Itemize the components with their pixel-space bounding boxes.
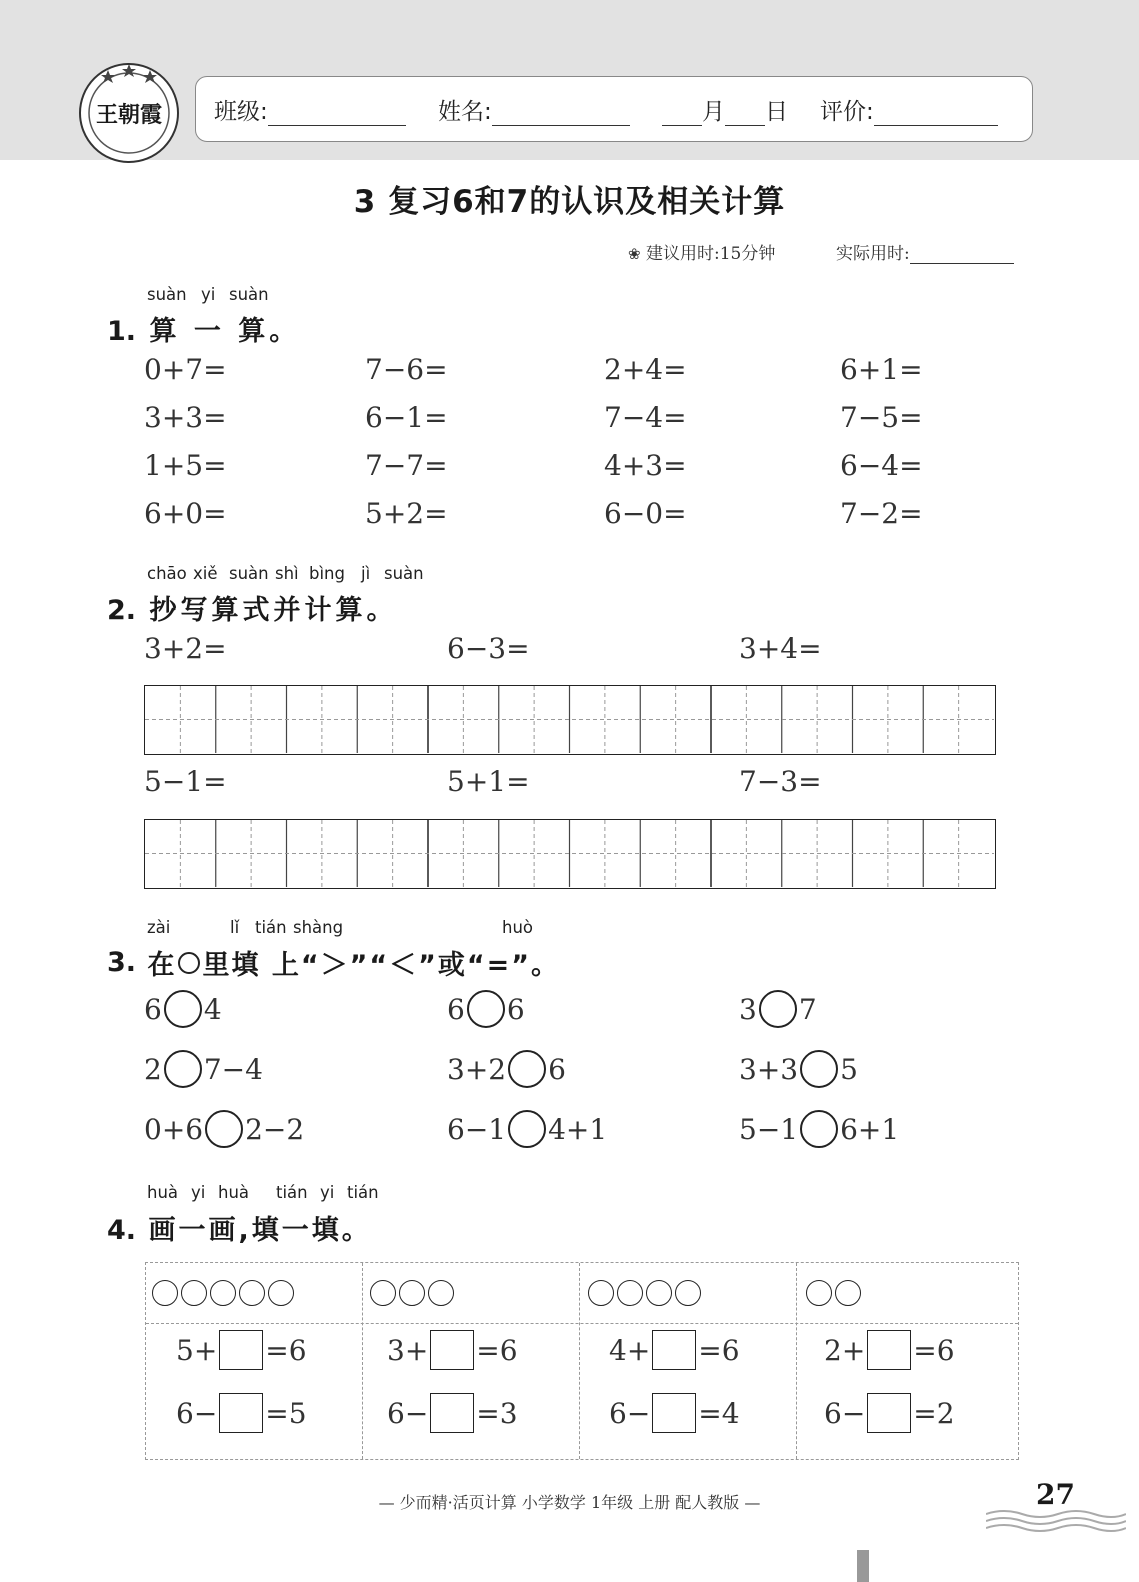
q4-heading: [107, 1208, 372, 1247]
q2-writing-grid-2[interactable]: [144, 819, 996, 889]
answer-box[interactable]: [867, 1393, 911, 1433]
dot-row: [588, 1280, 701, 1306]
q4-equation: [609, 1330, 740, 1370]
name-input-line[interactable]: [492, 99, 630, 126]
q4-equation: [387, 1330, 518, 1370]
q3-compare: [144, 1050, 263, 1088]
q2-expr: 6−3=: [447, 632, 530, 665]
q4-text: 画一画,填一填。: [148, 1215, 372, 1246]
q3-compare: [447, 1050, 566, 1088]
q4-pinyin: yi: [320, 1183, 335, 1202]
q4-eq-left: 6−: [176, 1396, 218, 1430]
dot-row: [152, 1280, 294, 1306]
table-divider: [362, 1263, 363, 1459]
q1-expr: 6−1=: [365, 401, 448, 434]
q4-eq-right: =2: [913, 1396, 955, 1430]
suggested-time: [628, 239, 775, 264]
q2-expr: 5+1=: [447, 765, 530, 798]
q4-equation: [824, 1393, 955, 1433]
q1-expr: 6−0=: [604, 497, 687, 530]
answer-box[interactable]: [867, 1330, 911, 1370]
name-label: 姓名:: [438, 99, 492, 125]
q1-expr: 7−2=: [840, 497, 923, 530]
circle-icon: [428, 1280, 454, 1306]
q3-pinyin: lǐ: [230, 918, 240, 937]
q3-pinyin: shàng: [293, 918, 344, 937]
q4-eq-right: =6: [265, 1333, 307, 1367]
q2-char: 写: [180, 595, 212, 626]
q2-number: 2.: [107, 595, 137, 626]
evaluation-label: 评价:: [820, 99, 874, 125]
q4-eq-right: =6: [476, 1333, 518, 1367]
compare-circle[interactable]: [508, 1050, 546, 1088]
q3-compare: [447, 990, 525, 1028]
circle-icon: [152, 1280, 178, 1306]
circle-icon: [646, 1280, 672, 1306]
compare-circle[interactable]: [800, 1110, 838, 1148]
circle-icon: [835, 1280, 861, 1306]
q3-compare: [144, 1110, 304, 1148]
answer-box[interactable]: [219, 1330, 263, 1370]
q2-expr: 5−1=: [144, 765, 227, 798]
q4-pinyin: tián: [276, 1183, 308, 1202]
q3-compare: [144, 990, 222, 1028]
name-field: [438, 93, 630, 126]
compare-circle[interactable]: [508, 1110, 546, 1148]
q2-pinyin: chāo: [147, 564, 187, 583]
logo-text: 王朝霞: [95, 102, 162, 128]
wave-decoration: [986, 1506, 1126, 1540]
q3-pinyin: zài: [147, 918, 171, 937]
actual-time: [836, 239, 1014, 264]
compare-circle[interactable]: [205, 1110, 243, 1148]
day-input-line[interactable]: [725, 99, 765, 126]
actual-time-label: 实际用时:: [836, 244, 910, 264]
q3-left: 3: [739, 992, 757, 1026]
q2-pinyin: suàn: [384, 564, 424, 583]
q2-char: 式: [242, 595, 274, 626]
q4-eq-right: =4: [698, 1396, 740, 1430]
circle-icon: [178, 952, 200, 974]
q3-number: 3.: [107, 947, 137, 978]
circle-icon: [675, 1280, 701, 1306]
circle-icon: [210, 1280, 236, 1306]
evaluation-input-line[interactable]: [874, 99, 998, 126]
date-field: [662, 93, 788, 126]
q3-compare: [447, 1110, 607, 1148]
q1-expr: 6+0=: [144, 497, 227, 530]
q3-right: 7−4: [203, 1052, 263, 1086]
q4-pinyin: huà: [147, 1183, 179, 1202]
q3-left: 6: [447, 992, 465, 1026]
q1-char: 算: [238, 316, 270, 347]
day-label: 日: [765, 99, 788, 125]
q3-compare: [739, 1110, 899, 1148]
q1-expr: 0+7=: [144, 353, 227, 386]
q2-char: 。: [366, 595, 398, 626]
q2-expr: 3+4=: [739, 632, 822, 665]
class-label: 班级:: [214, 99, 268, 125]
circle-icon: [370, 1280, 396, 1306]
q1-char: 。: [269, 316, 301, 347]
q3-right: 6: [548, 1052, 566, 1086]
q1-expr: 2+4=: [604, 353, 687, 386]
q4-eq-left: 4+: [609, 1333, 651, 1367]
q1-char: 算: [149, 316, 181, 347]
q3-text-b: 里填 上“＞”“＜”或“=”。: [202, 950, 560, 981]
circle-icon: [268, 1280, 294, 1306]
q1-expr: 1+5=: [144, 449, 227, 482]
answer-box[interactable]: [652, 1330, 696, 1370]
q4-eq-left: 6−: [609, 1396, 651, 1430]
q4-pinyin: tián: [347, 1183, 379, 1202]
q2-char: 并: [273, 595, 305, 626]
q4-eq-left: 6−: [387, 1396, 429, 1430]
q3-right: 6: [506, 992, 525, 1026]
answer-box[interactable]: [430, 1393, 474, 1433]
q4-pinyin: yi: [191, 1183, 206, 1202]
q2-pinyin: suàn: [229, 564, 269, 583]
q3-left: 5−1: [739, 1112, 799, 1146]
table-divider: [146, 1323, 1018, 1324]
circle-icon: [588, 1280, 614, 1306]
class-field: [214, 93, 406, 126]
q3-compare: [739, 990, 817, 1028]
q2-heading: [107, 588, 397, 627]
q1-expr: 6+1=: [840, 353, 923, 386]
q2-char: 计: [304, 595, 336, 626]
table-divider: [796, 1263, 797, 1459]
q3-right: 2−2: [245, 1112, 305, 1146]
q4-eq-right: =6: [913, 1333, 955, 1367]
q2-expr: 7−3=: [739, 765, 822, 798]
q2-char: 算: [335, 595, 367, 626]
compare-circle[interactable]: [164, 990, 202, 1028]
compare-circle[interactable]: [164, 1050, 202, 1088]
q3-left: 6: [144, 992, 162, 1026]
q1-number: 1.: [107, 316, 137, 347]
q2-pinyin: jì: [361, 564, 371, 583]
class-input-line[interactable]: [268, 99, 406, 126]
circle-icon: [181, 1280, 207, 1306]
q3-compare: [739, 1050, 858, 1088]
q4-equation: [176, 1393, 307, 1433]
q3-pinyin: tián: [255, 918, 287, 937]
q3-right: 4: [203, 992, 222, 1026]
q4-eq-right: =3: [476, 1396, 518, 1430]
q3-left: 3+2: [447, 1052, 507, 1086]
q3-heading: [107, 943, 560, 982]
q3-left: 3+3: [739, 1052, 799, 1086]
grid-lines: [145, 820, 994, 887]
q3-text-a: 在: [147, 950, 177, 981]
circle-icon: [806, 1280, 832, 1306]
q1-char: 一: [193, 316, 225, 347]
q3-right: 6+1: [840, 1112, 900, 1146]
month-input-line[interactable]: [662, 99, 702, 126]
q3-right: 5: [840, 1052, 858, 1086]
q4-pinyin: huà: [218, 1183, 250, 1202]
q3-left: 0+6: [144, 1112, 204, 1146]
q4-eq-left: 2+: [824, 1333, 866, 1367]
q1-pinyin-1: suàn: [147, 285, 187, 304]
compare-circle[interactable]: [759, 990, 797, 1028]
answer-box[interactable]: [430, 1330, 474, 1370]
q3-right: 7: [798, 992, 817, 1026]
clock-icon: ❀: [628, 245, 641, 263]
q1-expr: 6−4=: [840, 449, 923, 482]
answer-box[interactable]: [219, 1393, 263, 1433]
q1-pinyin-2: yi: [201, 285, 216, 304]
page-title: 3 复习6和7的认识及相关计算: [353, 184, 786, 220]
q4-eq-left: 3+: [387, 1333, 429, 1367]
q2-char: 抄: [149, 595, 181, 626]
brand-logo: [78, 62, 180, 164]
q2-writing-grid-1[interactable]: [144, 685, 996, 755]
q3-left: 6−1: [447, 1112, 507, 1146]
circle-icon: [399, 1280, 425, 1306]
suggested-time-label: 建议用时:15分钟: [645, 244, 776, 264]
q4-equation: [387, 1393, 518, 1433]
page-edge-tab: [857, 1550, 869, 1582]
q2-pinyin: bìng: [309, 564, 345, 583]
q4-eq-right: =6: [698, 1333, 740, 1367]
q2-char: 算: [211, 595, 243, 626]
q1-heading: [107, 309, 300, 348]
q4-eq-left: 6−: [824, 1396, 866, 1430]
footer-text: — 少而精·活页计算 小学数学 1年级 上册 配人教版 —: [378, 1493, 761, 1512]
q4-table: [145, 1262, 1019, 1460]
dot-row: [370, 1280, 454, 1306]
q2-expr: 3+2=: [144, 632, 227, 665]
table-divider: [579, 1263, 580, 1459]
dot-row: [806, 1280, 861, 1306]
q4-eq-left: 5+: [176, 1333, 218, 1367]
q2-pinyin: xiě: [193, 564, 218, 583]
compare-circle[interactable]: [467, 990, 505, 1028]
actual-time-input-line[interactable]: [910, 243, 1014, 264]
q4-eq-right: =5: [265, 1396, 307, 1430]
q1-expr: 3+3=: [144, 401, 227, 434]
circle-icon: [617, 1280, 643, 1306]
q2-pinyin: shì: [275, 564, 299, 583]
q4-equation: [176, 1330, 307, 1370]
grid-lines: [145, 686, 994, 753]
circle-icon: [239, 1280, 265, 1306]
q1-expr: 5+2=: [365, 497, 448, 530]
compare-circle[interactable]: [800, 1050, 838, 1088]
q1-expr: 7−4=: [604, 401, 687, 434]
q3-pinyin: huò: [502, 918, 534, 937]
q4-number: 4.: [107, 1215, 137, 1246]
q3-left: 2: [144, 1052, 162, 1086]
page-number: 27: [1036, 1478, 1075, 1511]
q1-pinyin-3: suàn: [229, 285, 269, 304]
q4-equation: [824, 1330, 955, 1370]
answer-box[interactable]: [652, 1393, 696, 1433]
q1-expr: 7−7=: [365, 449, 448, 482]
q1-expr: 7−6=: [365, 353, 448, 386]
q1-expr: 4+3=: [604, 449, 687, 482]
month-label: 月: [702, 99, 725, 125]
evaluation-field: [820, 93, 998, 126]
q4-equation: [609, 1393, 740, 1433]
q3-right: 4+1: [548, 1112, 608, 1146]
q1-expr: 7−5=: [840, 401, 923, 434]
